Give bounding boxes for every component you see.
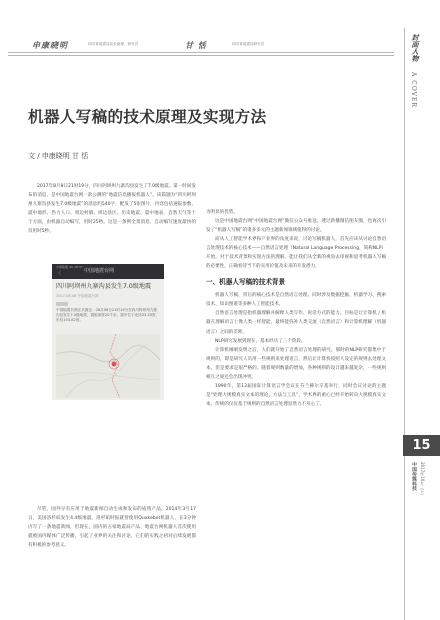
left-column-bottom <box>28 505 196 550</box>
phone-app-title: 中国地震台网 <box>84 268 115 274</box>
article-title: 机器人写稿的技术原理及实现方法 <box>28 108 267 126</box>
right-column <box>206 208 386 409</box>
sidebar-journal-issue: 2017年10月（下） <box>420 462 425 498</box>
map-image <box>56 334 160 398</box>
paragraph: 2017年8月8日21时19分，四川阿坝州九寨沟县发生了7.0级地震。第一时间发布的消息，是中国地震台网一款公测的“地震信息播报机器人”。该篇题为“四川阿坝州九寨沟县发生7.0级地震”的消息约540字，配发了5张图片，内容包括速报参数、震中地形、热力人口、周边村镇、周边县区、历史地震、震中地表、自然天气等十个方面，由机器自动编写，用时25秒。这是一条例全景消息，自动编写速度最快的仅用时5秒。 <box>28 184 196 235</box>
paragraph: 自然语言处理是指机器理解并解释人类写作、说话方式的能力。目标是让计算机 / 机器在理解语言上像人类一样智能，最终能弥补人类交流（自然语言）和计算机理解（机器语言）之间的差距。 <box>206 311 386 335</box>
page-number: 15 <box>403 435 440 456</box>
phone-tag <box>56 302 68 306</box>
phone-status-bar: 中国联通 4G 18:37 <box>56 265 83 269</box>
paragraph: 这是中国地震台网“中国地震台网”微信公众号推送、透过新播微信朋友圈，也再次引发了“机器人写稿”的诸多多元的主题新闻领域值得的讨论。 <box>206 219 386 234</box>
sidebar-rule <box>404 28 405 620</box>
paragraph: 机器人写稿，背后的核心技术是自然语言处理。同时涉及数据挖掘、机器学习、搜索技术、知识图谱等多种人工智能技术。 <box>206 293 386 308</box>
author2-affiliation: 四川省地震局研究员 <box>232 42 265 46</box>
section-heading: 一、机器人写稿的技术背景 <box>206 278 286 287</box>
sidebar-column-en: A COVER <box>410 72 417 108</box>
phone-meta: 2017-08-08 中国地震台网 <box>56 294 99 298</box>
phone-headline: 四川阿坝州九寨沟县发生7.0级地震 <box>56 283 152 290</box>
paragraph: 计算机刚刚发明之后，人们就开始了自然语言处理的研究。那时的NLP研究都集中于规则的，即是研究人员用一些规则来处理语言，然后让计算机按照人设定的规则去处理文本，但是要求是很严格的。随着规则数量的增加，各种规则的设计越来越复杂，一些规则相互之间还会出现冲突。 <box>206 347 386 380</box>
author1-affiliation: 四川省地震局局长助理、研究员 <box>88 42 139 46</box>
paragraph: 尽管，国外早有应用于地震新闻自动生成和发布的成熟产品。2014年3月17日，美国洛杉矶发生4.4级地震，洛杉矶时报就曾使用Quakebot机器人，在3分钟内写了一条地震新闻，但现在，国内的五家地震局产品、地震台网机器人首次使用就被国内媒体广泛传播，引起了业界的关注和讨论，它们的实践之初对后续发展都有积极的参考意义。 <box>28 507 196 549</box>
article-byline: 文 / 申康晓明 甘 恬 <box>28 152 89 160</box>
sidebar-column-name: 封面人物 <box>411 34 419 62</box>
paragraph: 而从人工智能学术界和产业界的角度来说，讨论写稿机器人，首先应该从讨论自然语言处理技术的核心技术——自然语言处理（Natural Language Processing，简称NLP）开始。对于技术背景和实现方法的理解，能让我们从全新的视角去审视和思考机器人写稿的必要性，正确看待当下的实用价值及未来的开发潜力。 <box>206 237 386 270</box>
phone-app-bar <box>52 264 164 279</box>
article-figure <box>52 264 164 400</box>
back-arrow-icon: 〈 <box>56 271 62 277</box>
sidebar-journal-name: 中国传媒科技 <box>411 462 416 491</box>
paragraph: NLP研究发展到现在，基本经历了三个阶段。 <box>215 338 306 344</box>
map-icon <box>56 334 160 398</box>
header-rule-top <box>8 52 394 53</box>
phone-body: 中国地震台网正式测定：08月08日21时19分在四川阿坝州九寨沟县发生7.0级地震，震源深度20千米，震中位于北纬33.20度，东经103.82度。 <box>56 308 160 323</box>
author1-name: 申康晓明 <box>32 40 68 50</box>
paragraph: 为明显的优势。 <box>206 210 238 215</box>
left-column-top <box>28 182 196 236</box>
header-rule-bottom <box>8 55 394 56</box>
paragraph: 1990年，第13届国际计算语言学会议在芬兰赫尔辛基举行，同时会议讨论的主题是“处理大规模真实文本的理论、方法与工具”，学术界的重心已经开始转向大规模真实文本，传统的仅仅基于规则的自然语言处理显然力不从心了。 <box>206 383 386 407</box>
author2-name: 甘 恬 <box>185 40 207 50</box>
